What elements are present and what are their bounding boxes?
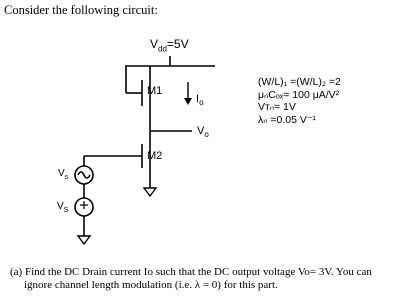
source-dc-sub: S (63, 207, 69, 214)
question-line-2: ignore channel length modulation (i.e. λ = 0) for this part. (24, 279, 278, 291)
parameter-line: μₙCₒₓ= 100 μA/V² (258, 88, 340, 101)
output-label (197, 125, 209, 139)
m2-label: M2 (147, 150, 163, 162)
small-signal-source-label (58, 168, 68, 181)
question-line-1: (a) Find the DC Drain current Io such that the DC output voltage Vo= 3V. You can (10, 266, 372, 278)
current-name: I (196, 93, 200, 105)
source-small-sub: s (64, 174, 69, 181)
parameter-line: Vᴛₙ= 1V (258, 101, 296, 114)
source-small-name: V (58, 168, 65, 179)
m1-label: M1 (147, 85, 163, 97)
source-dc-name: V (57, 201, 64, 212)
ground-symbol-m2 (144, 188, 156, 196)
supply-value: =5V (166, 37, 189, 51)
parameter-line: λₙ =0.05 V⁻¹ (258, 113, 316, 126)
sine-symbol (78, 172, 90, 178)
supply-label (150, 37, 189, 53)
output-name: V (197, 125, 205, 137)
current-arrow-head (184, 98, 192, 105)
problem-heading: Consider the following circuit: (4, 3, 158, 17)
output-sub: o (204, 130, 209, 140)
current-sub: o (199, 98, 204, 108)
supply-name: V (150, 37, 159, 51)
supply-sub: dd (158, 44, 167, 54)
device-parameters (258, 76, 341, 126)
current-label (196, 93, 204, 107)
question-text (10, 266, 418, 292)
dc-source-label (57, 201, 68, 214)
ground-symbol-source (78, 236, 90, 244)
parameter-line: (W/L)₁ =(W/L)₂ =2 (258, 76, 341, 88)
